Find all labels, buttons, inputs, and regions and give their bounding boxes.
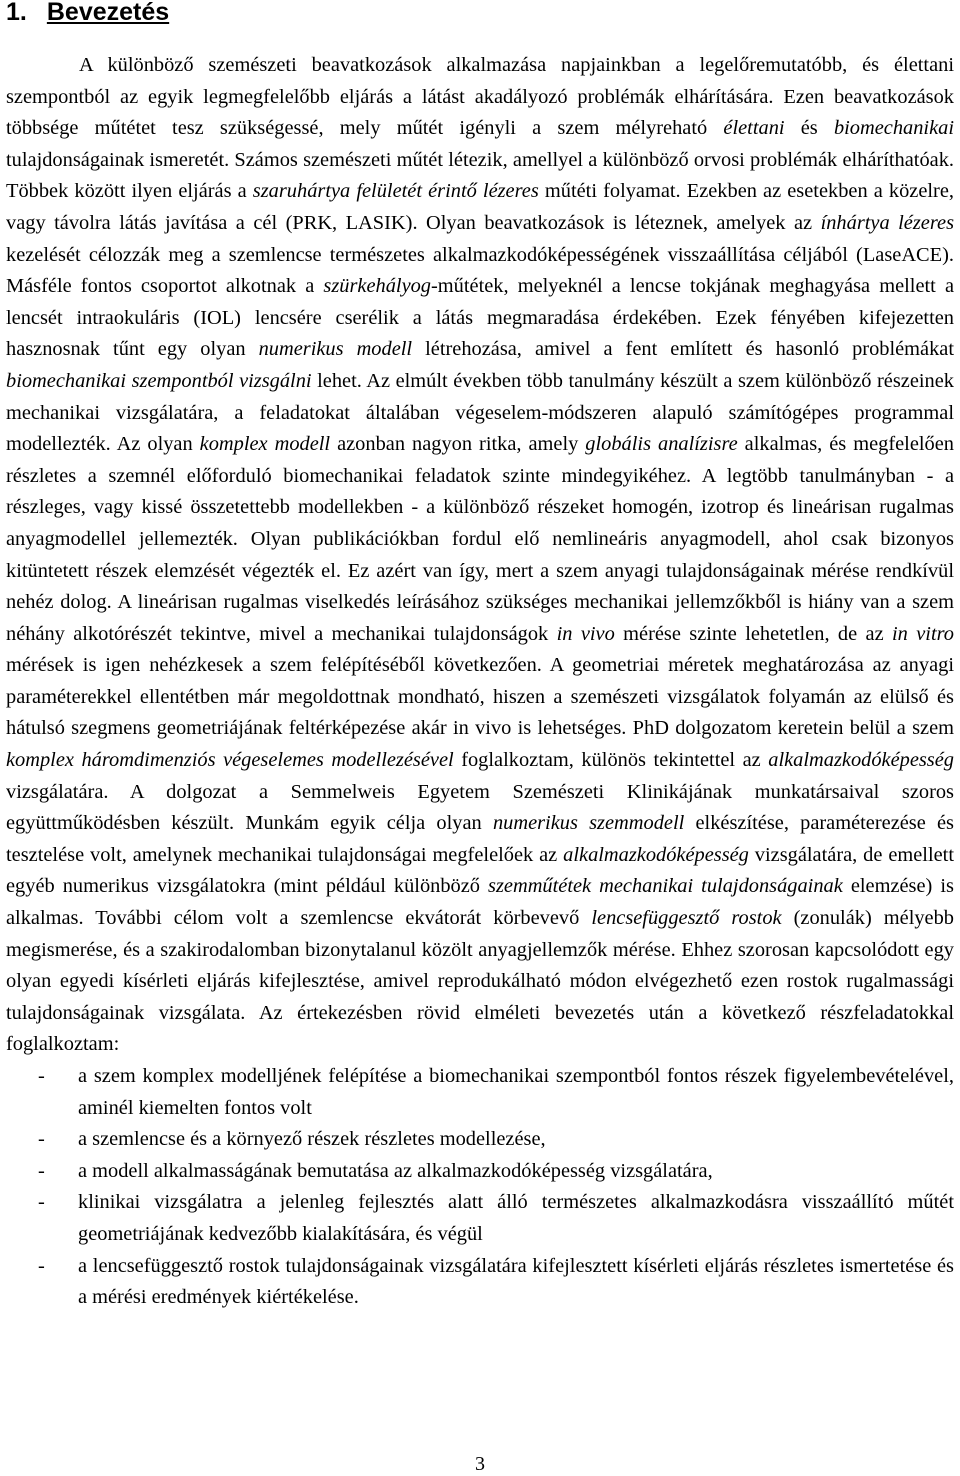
paragraph-text: foglalkoztam, különös tekintettel az (453, 749, 769, 772)
italic-term: komplex háromdimenziós végeselemes modellezésével (6, 749, 454, 772)
italic-term: numerikus szemmodell (492, 812, 685, 835)
italic-term: in vitro (892, 622, 954, 645)
list-dash: - (38, 1128, 45, 1151)
italic-term: komplex modell (199, 433, 331, 456)
task-list-item (6, 1187, 954, 1250)
italic-term: szemműtétek mechanikai tulajdonságainak (488, 875, 843, 898)
task-list-item (6, 1251, 954, 1314)
section-title: Bevezetés (46, 0, 170, 26)
paragraph-text: vizsgálatára, de emellett egyéb numerikus vizsgálatokra (mint például különböző (6, 843, 954, 898)
italic-term: alkalmazkodóképesség (563, 843, 749, 866)
section-number: 1. (6, 0, 27, 26)
paragraph-text: mérése szinte lehetetlen, de az (614, 622, 893, 645)
task-list-item (6, 1061, 954, 1124)
task-list-item (6, 1124, 954, 1156)
italic-term: alkalmazkodóképesség (768, 749, 954, 772)
task-text: a szemlencse és a környező részek részletes modellezése, (78, 1128, 546, 1151)
paragraph-text: és (784, 117, 834, 140)
paragraph-text: (zonulák) mélyebb megismerése, és a szakirodalomban bizonytalanul közölt anyagjellemzők mérése. Ehhez szorosan kapcsolódott egy olyan egyedi kísérleti eljárás kifejlesztése, amivel reprodukálható módon elvégezhető ezen rostok rugalmassági tulajdonságainak vizsgálata. Az értekezésben rövid elméleti bevezetés után a következő részfeladatokkal foglalkoztam: (6, 907, 954, 1056)
list-dash: - (38, 1065, 45, 1087)
task-text: a modell alkalmasságának bemutatása az alkalmazkodóképesség vizsgálatára, (78, 1159, 713, 1182)
italic-term: szürkehályog (323, 275, 432, 298)
task-text: klinikai vizsgálatra a jelenleg fejlesztés alatt álló természetes alkalmazkodásra visszaállító műtét geometriájának kedvezőbb kialakítására, és végül (78, 1191, 954, 1245)
list-dash: - (38, 1191, 45, 1214)
paragraph-text: alkalmas, és megfelelően részletes a szemnél előforduló biomechanikai feladatok szinte mindegyikéhez. A legtöbb tanulmányban - a részleges, vagy kissé összetettebb modellekben - a különböző részeket homogén, izotrop és lineárisan rugalmas anyagmodellel jellemezték. Olyan publikációkban fordul elő nemlineáris anyagmodell, ahol csak bizonyos kitüntetett részek elemzését végezték el. Ez azért van így, mert a szem anyagi tulajdonságainak mérése rendkívül nehéz dolog. A lineárisan rugalmas viselkedés leírásához szükséges mechanikai jellemzőkből is hiány van a szem néhány alkotórészét tekintve, mivel a mechanikai tulajdonságok (6, 433, 954, 645)
task-text: a szem komplex modelljének felépítése a biomechanikai szempontból fontos részek figyelembevételével, aminél kiemelten fontos volt (78, 1065, 954, 1119)
paragraph-text: vizsgálatára. A dolgozat a Semmelweis Egyetem Szemészeti Klinikájának munkatársaival szoros együttműködésben készült. Munkám egyik célja olyan (6, 780, 954, 835)
paragraph-text: elkészítése, paraméterezése és tesztelése volt, amelynek mechanikai tulajdonságai megfelelőek az (6, 812, 954, 866)
italic-term: lencsefüggesztő rostok (591, 907, 782, 930)
paragraph-text: lehet. Az elmúlt években több tanulmány készült a szem különböző részeinek mechanikai vizsgálatára, a feladatokat általában végeselem-módszeren alapuló számítógépes programmal modellezték. Az olyan (6, 369, 954, 456)
list-dash: - (38, 1159, 45, 1182)
paragraph-text: kezelését célozzák meg a szemlencse természetes alkalmazkodóképességének visszaállítása céljából (LaseACE). Másféle fontos csoportot alkotnak a (6, 243, 954, 298)
italic-term: ínhártya lézeres (820, 211, 955, 234)
paragraph-text: azonban nagyon ritka, amely (330, 433, 586, 456)
list-dash: - (38, 1254, 45, 1277)
page-number: 3 (475, 1453, 485, 1475)
section-heading (6, 0, 169, 28)
italic-term: globális analízisre (585, 433, 738, 456)
paragraph-text: műtéti folyamat. Ezekben az esetekben a közelre, vagy távolra látás javítása a cél (PRK, LASIK). Olyan beavatkozások is léteznek, amelyek az (6, 180, 954, 234)
italic-term: élettani (723, 117, 785, 140)
paragraph-text: létrehozása, amivel a fent említett és hasonló problémákat (412, 338, 954, 361)
task-list (6, 1061, 954, 1314)
paragraph-text: mérések is igen nehézkesek a szem felépítéséből következően. A geometriai méretek meghatározása az anyagi paraméterekkel ellentétben már megoldottnak mondható, hiszen a szemészeti vizsgálatok folyamán az elülső és hátulsó szegmens geometriájának feltérképezése akár in vivo is lehetséges. PhD dolgozatom keretein belül a szem (6, 654, 954, 740)
italic-term: in vivo (556, 622, 615, 645)
task-text: a lencsefüggesztő rostok tulajdonságainak vizsgálatára kifejlesztett kísérleti eljárás részletes ismertetése és a mérési eredmények kiértékelése. (78, 1254, 954, 1309)
task-list-item (6, 1156, 954, 1188)
italic-term: numerikus modell (258, 338, 413, 361)
body-text (6, 50, 954, 1314)
italic-term: biomechanikai (833, 117, 954, 140)
paragraph-text: elemzése) is alkalmas. További célom volt a szemlencse ekvátorát körbevevő (6, 875, 954, 930)
intro-paragraph (6, 50, 954, 1061)
paragraph-text: tulajdonságainak ismeretét. Számos szemészeti műtét létezik, amellyel a különböző orvosi problémák elháríthatóak. Többek között ilyen eljárás a (6, 148, 954, 203)
paragraph-text: -műtétek, melyeknél a lencse tokjának meghagyása mellett a lencsét intraokuláris (IOL) lencsére cserélik a látás megmaradása érdekében. Ezek fényében kifejezetten hasznosnak tűnt egy olyan (6, 275, 955, 361)
paragraph-text: A különböző szemészeti beavatkozások alkalmazása napjainkban a legelőremutatóbb, és élettani szempontból az egyik legmegfelelőbb eljárás a látást akadályozó problémák elhárítására. Ezen beavatkozások többsége műtétet tesz szükségessé, mely műtét igényli a szem mélyreható (6, 54, 954, 140)
italic-term: biomechanikai szempontból vizsgálni (6, 369, 312, 392)
italic-term: szaruhártya felületét érintő lézeres (252, 180, 539, 203)
